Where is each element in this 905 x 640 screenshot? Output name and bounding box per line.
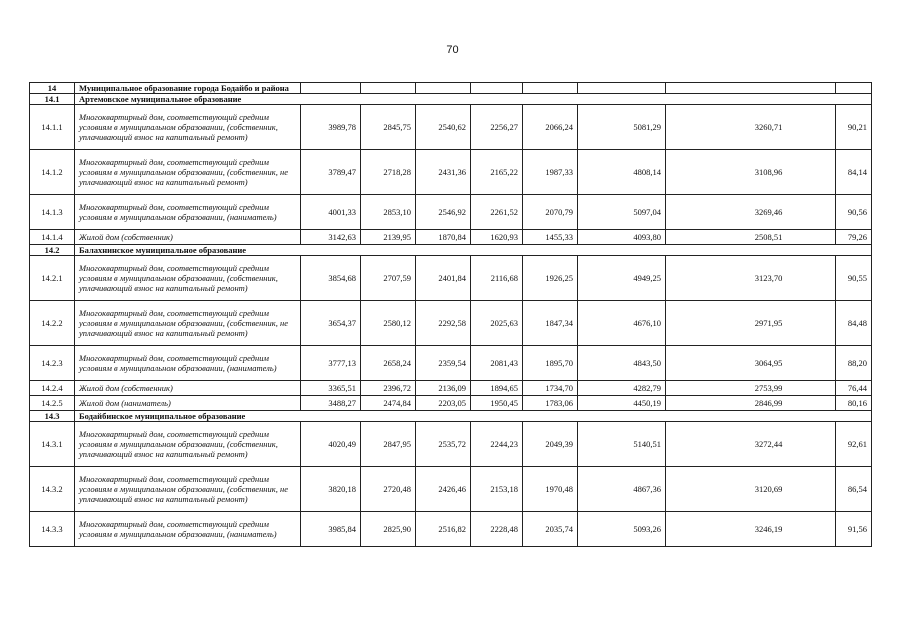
value-cell: 5081,29: [578, 105, 666, 150]
value-cell: 2846,99: [666, 396, 836, 411]
value-cell: 3064,95: [666, 346, 836, 381]
row-code: 14.2.5: [30, 396, 75, 411]
section-code: 14.1: [30, 94, 75, 105]
value-cell: 2508,51: [666, 230, 836, 245]
value-cell: 2535,72: [416, 422, 471, 467]
value-cell: 4808,14: [578, 150, 666, 195]
page-number: 70: [446, 44, 459, 56]
value-cell: 2165,22: [471, 150, 523, 195]
value-cell: 90,55: [836, 256, 872, 301]
value-cell: 3789,47: [301, 150, 361, 195]
value-cell: 90,56: [836, 195, 872, 230]
table-row: [30, 346, 872, 381]
value-cell: 2292,58: [416, 301, 471, 346]
value-cell: 2853,10: [361, 195, 416, 230]
value-cell: 2153,18: [471, 467, 523, 512]
value-cell: 3123,70: [666, 256, 836, 301]
row-description: Многоквартирный дом, соответствующий средним условиям в муниципальном образовании, (собственник, не уплачивающий взнос на капитальный ремонт): [75, 150, 301, 195]
value-cell: 2658,24: [361, 346, 416, 381]
value-cell: 3272,44: [666, 422, 836, 467]
value-cell: 3120,69: [666, 467, 836, 512]
value-cell: 2139,95: [361, 230, 416, 245]
row-code: 14.2.1: [30, 256, 75, 301]
table-row: [30, 150, 872, 195]
value-cell: 1734,70: [523, 381, 578, 396]
value-cell: 2035,74: [523, 512, 578, 547]
value-cell: 2516,82: [416, 512, 471, 547]
empty-cell: [471, 83, 523, 94]
value-cell: 2116,68: [471, 256, 523, 301]
section-row: [30, 94, 872, 105]
row-code: 14.2.4: [30, 381, 75, 396]
table-row: [30, 230, 872, 245]
value-cell: 79,26: [836, 230, 872, 245]
section-code: 14.3: [30, 411, 75, 422]
row-code: 14.3.2: [30, 467, 75, 512]
value-cell: 2396,72: [361, 381, 416, 396]
value-cell: 2720,48: [361, 467, 416, 512]
value-cell: 3777,13: [301, 346, 361, 381]
value-cell: 1870,84: [416, 230, 471, 245]
value-cell: 3654,37: [301, 301, 361, 346]
row-description: Жилой дом (собственник): [75, 381, 301, 396]
table-row: [30, 396, 872, 411]
value-cell: 5093,26: [578, 512, 666, 547]
value-cell: 88,20: [836, 346, 872, 381]
value-cell: 2359,54: [416, 346, 471, 381]
row-description: Многоквартирный дом, соответствующий средним условиям в муниципальном образовании, (собственник, уплачивающий взнос на капитальный ремонт): [75, 256, 301, 301]
row-description: Жилой дом (наниматель): [75, 396, 301, 411]
empty-cell: [836, 83, 872, 94]
empty-cell: [301, 83, 361, 94]
section-name: Бодайбинское муниципальное образование: [75, 411, 872, 422]
table-body: [30, 83, 872, 547]
value-cell: 3142,63: [301, 230, 361, 245]
tariff-table: [29, 82, 872, 547]
value-cell: 4282,79: [578, 381, 666, 396]
row-code: 14.3.3: [30, 512, 75, 547]
value-cell: 3820,18: [301, 467, 361, 512]
value-cell: 2203,05: [416, 396, 471, 411]
empty-cell: [578, 83, 666, 94]
row-description: Многоквартирный дом, соответствующий средним условиям в муниципальном образовании, (собственник, не уплачивающий взнос на капитальный ремонт): [75, 301, 301, 346]
value-cell: 3246,19: [666, 512, 836, 547]
value-cell: 2431,36: [416, 150, 471, 195]
row-description: Многоквартирный дом, соответствующий средним условиям в муниципальном образовании, (собственник, уплачивающий взнос на капитальный ремонт): [75, 105, 301, 150]
value-cell: 84,48: [836, 301, 872, 346]
value-cell: 3989,78: [301, 105, 361, 150]
value-cell: 3985,84: [301, 512, 361, 547]
row-description: Многоквартирный дом, соответствующий средним условиям в муниципальном образовании, (наниматель): [75, 346, 301, 381]
value-cell: 4450,19: [578, 396, 666, 411]
value-cell: 3488,27: [301, 396, 361, 411]
row-description: Многоквартирный дом, соответствующий средним условиям в муниципальном образовании, (наниматель): [75, 512, 301, 547]
value-cell: 2753,99: [666, 381, 836, 396]
value-cell: 5140,51: [578, 422, 666, 467]
row-code: 14.1.1: [30, 105, 75, 150]
empty-cell: [666, 83, 836, 94]
value-cell: 4867,36: [578, 467, 666, 512]
section-name: Балахнинское муниципальное образование: [75, 245, 872, 256]
value-cell: 2580,12: [361, 301, 416, 346]
value-cell: 1847,34: [523, 301, 578, 346]
value-cell: 1950,45: [471, 396, 523, 411]
value-cell: 2081,43: [471, 346, 523, 381]
value-cell: 2426,46: [416, 467, 471, 512]
value-cell: 1455,33: [523, 230, 578, 245]
section-name: Муниципальное образование города Бодайбо и района: [75, 83, 301, 94]
table-row: [30, 467, 872, 512]
value-cell: 3269,46: [666, 195, 836, 230]
value-cell: 2546,92: [416, 195, 471, 230]
value-cell: 2707,59: [361, 256, 416, 301]
row-description: Многоквартирный дом, соответствующий средним условиям в муниципальном образовании, (собственник, не уплачивающий взнос на капитальный ремонт): [75, 467, 301, 512]
section-code: 14.2: [30, 245, 75, 256]
value-cell: 2718,28: [361, 150, 416, 195]
value-cell: 91,56: [836, 512, 872, 547]
value-cell: 4843,50: [578, 346, 666, 381]
value-cell: 1783,06: [523, 396, 578, 411]
value-cell: 4020,49: [301, 422, 361, 467]
value-cell: 3108,96: [666, 150, 836, 195]
row-code: 14.2.2: [30, 301, 75, 346]
value-cell: 3854,68: [301, 256, 361, 301]
value-cell: 92,61: [836, 422, 872, 467]
value-cell: 3365,51: [301, 381, 361, 396]
row-code: 14.1.3: [30, 195, 75, 230]
value-cell: 2847,95: [361, 422, 416, 467]
row-code: 14.3.1: [30, 422, 75, 467]
table-row: [30, 105, 872, 150]
value-cell: 2540,62: [416, 105, 471, 150]
value-cell: 84,14: [836, 150, 872, 195]
value-cell: 2025,63: [471, 301, 523, 346]
empty-cell: [361, 83, 416, 94]
value-cell: 1620,93: [471, 230, 523, 245]
value-cell: 2228,48: [471, 512, 523, 547]
table-row: [30, 195, 872, 230]
row-code: 14.1.2: [30, 150, 75, 195]
table-row: [30, 422, 872, 467]
table-row: [30, 256, 872, 301]
value-cell: 1926,25: [523, 256, 578, 301]
value-cell: 2261,52: [471, 195, 523, 230]
row-description: Многоквартирный дом, соответствующий средним условиям в муниципальном образовании, (собственник, уплачивающий взнос на капитальный ремонт): [75, 422, 301, 467]
value-cell: 80,16: [836, 396, 872, 411]
row-code: 14.2.3: [30, 346, 75, 381]
value-cell: 76,44: [836, 381, 872, 396]
value-cell: 4676,10: [578, 301, 666, 346]
value-cell: 2049,39: [523, 422, 578, 467]
value-cell: 4949,25: [578, 256, 666, 301]
value-cell: 3260,71: [666, 105, 836, 150]
value-cell: 1987,33: [523, 150, 578, 195]
value-cell: 90,21: [836, 105, 872, 150]
value-cell: 2401,84: [416, 256, 471, 301]
table-row: [30, 512, 872, 547]
value-cell: 2066,24: [523, 105, 578, 150]
table-row: [30, 301, 872, 346]
value-cell: 4093,80: [578, 230, 666, 245]
value-cell: 4001,33: [301, 195, 361, 230]
empty-cell: [523, 83, 578, 94]
row-code: 14.1.4: [30, 230, 75, 245]
value-cell: 2256,27: [471, 105, 523, 150]
value-cell: 1970,48: [523, 467, 578, 512]
section-row: [30, 411, 872, 422]
value-cell: 2136,09: [416, 381, 471, 396]
section-row: [30, 245, 872, 256]
empty-cell: [416, 83, 471, 94]
value-cell: 2971,95: [666, 301, 836, 346]
value-cell: 2474,84: [361, 396, 416, 411]
value-cell: 2845,75: [361, 105, 416, 150]
value-cell: 5097,04: [578, 195, 666, 230]
value-cell: 2244,23: [471, 422, 523, 467]
row-description: Многоквартирный дом, соответствующий средним условиям в муниципальном образовании, (наниматель): [75, 195, 301, 230]
table-row: [30, 381, 872, 396]
section-name: Артемовское муниципальное образование: [75, 94, 872, 105]
value-cell: 1894,65: [471, 381, 523, 396]
section-code: 14: [30, 83, 75, 94]
value-cell: 2825,90: [361, 512, 416, 547]
value-cell: 2070,79: [523, 195, 578, 230]
section-row: [30, 83, 872, 94]
row-description: Жилой дом (собственник): [75, 230, 301, 245]
value-cell: 1895,70: [523, 346, 578, 381]
value-cell: 86,54: [836, 467, 872, 512]
